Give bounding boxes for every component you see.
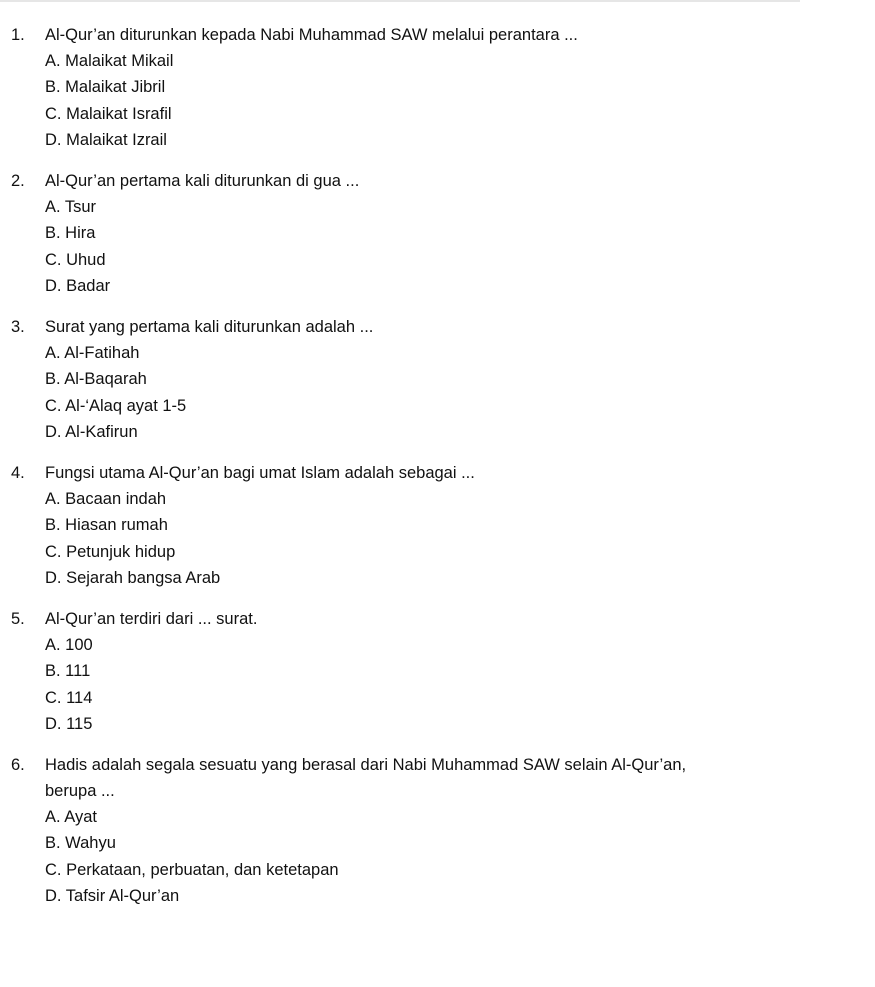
option-d: D. Al-Kafirun [45, 422, 138, 441]
question-stem [0, 606, 860, 632]
option-list [0, 48, 860, 153]
option-a: A. Tsur [45, 198, 97, 216]
option-b: B. Hiasan rumah [45, 516, 168, 535]
question-number: 4. [11, 464, 25, 482]
option-a: A. Malaikat Mikail [45, 52, 174, 70]
option-list [0, 194, 860, 299]
option-c: C. Petunjuk hidup [45, 542, 176, 561]
option-a: A. 100 [45, 636, 93, 654]
question-number: 1. [11, 26, 25, 44]
option-b: B. Malaikat Jibril [45, 78, 166, 97]
question-4 [0, 460, 860, 591]
question-text: Hadis adalah segala sesuatu yang berasal dari Nabi Muhammad SAW selain Al-Qur’an, [45, 756, 687, 774]
option-a: A. Bacaan indah [45, 490, 167, 508]
question-text: Al-Qur’an terdiri dari ... surat. [45, 610, 258, 628]
option-c: C. Malaikat Israfil [45, 104, 172, 123]
question-stem [0, 22, 860, 48]
question-number: 5. [11, 610, 25, 628]
option-b: B. 111 [45, 662, 91, 681]
question-text-continued: berupa ... [45, 782, 115, 800]
question-stem [0, 460, 860, 486]
option-d: D. Badar [45, 276, 111, 295]
option-c: C. Uhud [45, 250, 106, 269]
option-a: A. Al-Fatihah [45, 344, 140, 362]
question-stem [0, 168, 860, 194]
question-number: 2. [11, 172, 25, 190]
question-6 [0, 752, 860, 909]
option-c: C. Perkataan, perbuatan, dan ketetapan [45, 860, 339, 879]
question-2 [0, 168, 860, 299]
option-d: D. 115 [45, 714, 93, 733]
option-list [0, 340, 860, 445]
option-c: C. 114 [45, 688, 93, 707]
question-5 [0, 606, 860, 737]
option-b: B. Hira [45, 224, 96, 243]
option-d: D. Malaikat Izrail [45, 130, 167, 149]
question-number: 3. [11, 318, 25, 336]
option-b: B. Wahyu [45, 834, 116, 853]
option-a: A. Ayat [45, 808, 97, 826]
option-d: D. Sejarah bangsa Arab [45, 568, 221, 587]
question-1 [0, 22, 860, 153]
top-divider [0, 0, 800, 2]
option-list [0, 486, 860, 591]
question-text: Al-Qur’an diturunkan kepada Nabi Muhammad SAW melalui perantara ... [45, 26, 578, 44]
question-text: Al-Qur’an pertama kali diturunkan di gua ... [45, 172, 360, 190]
option-list [0, 632, 860, 737]
question-text: Fungsi utama Al-Qur’an bagi umat Islam adalah sebagai ... [45, 464, 475, 482]
question-3 [0, 314, 860, 445]
question-stem [0, 314, 860, 340]
question-text: Surat yang pertama kali diturunkan adalah ... [45, 318, 374, 336]
option-c: C. Al-‘Alaq ayat 1-5 [45, 396, 187, 415]
option-b: B. Al-Baqarah [45, 370, 147, 389]
question-number: 6. [11, 756, 25, 774]
option-d: D. Tafsir Al-Qur’an [45, 886, 180, 905]
option-list [0, 804, 860, 909]
question-stem [0, 752, 860, 778]
